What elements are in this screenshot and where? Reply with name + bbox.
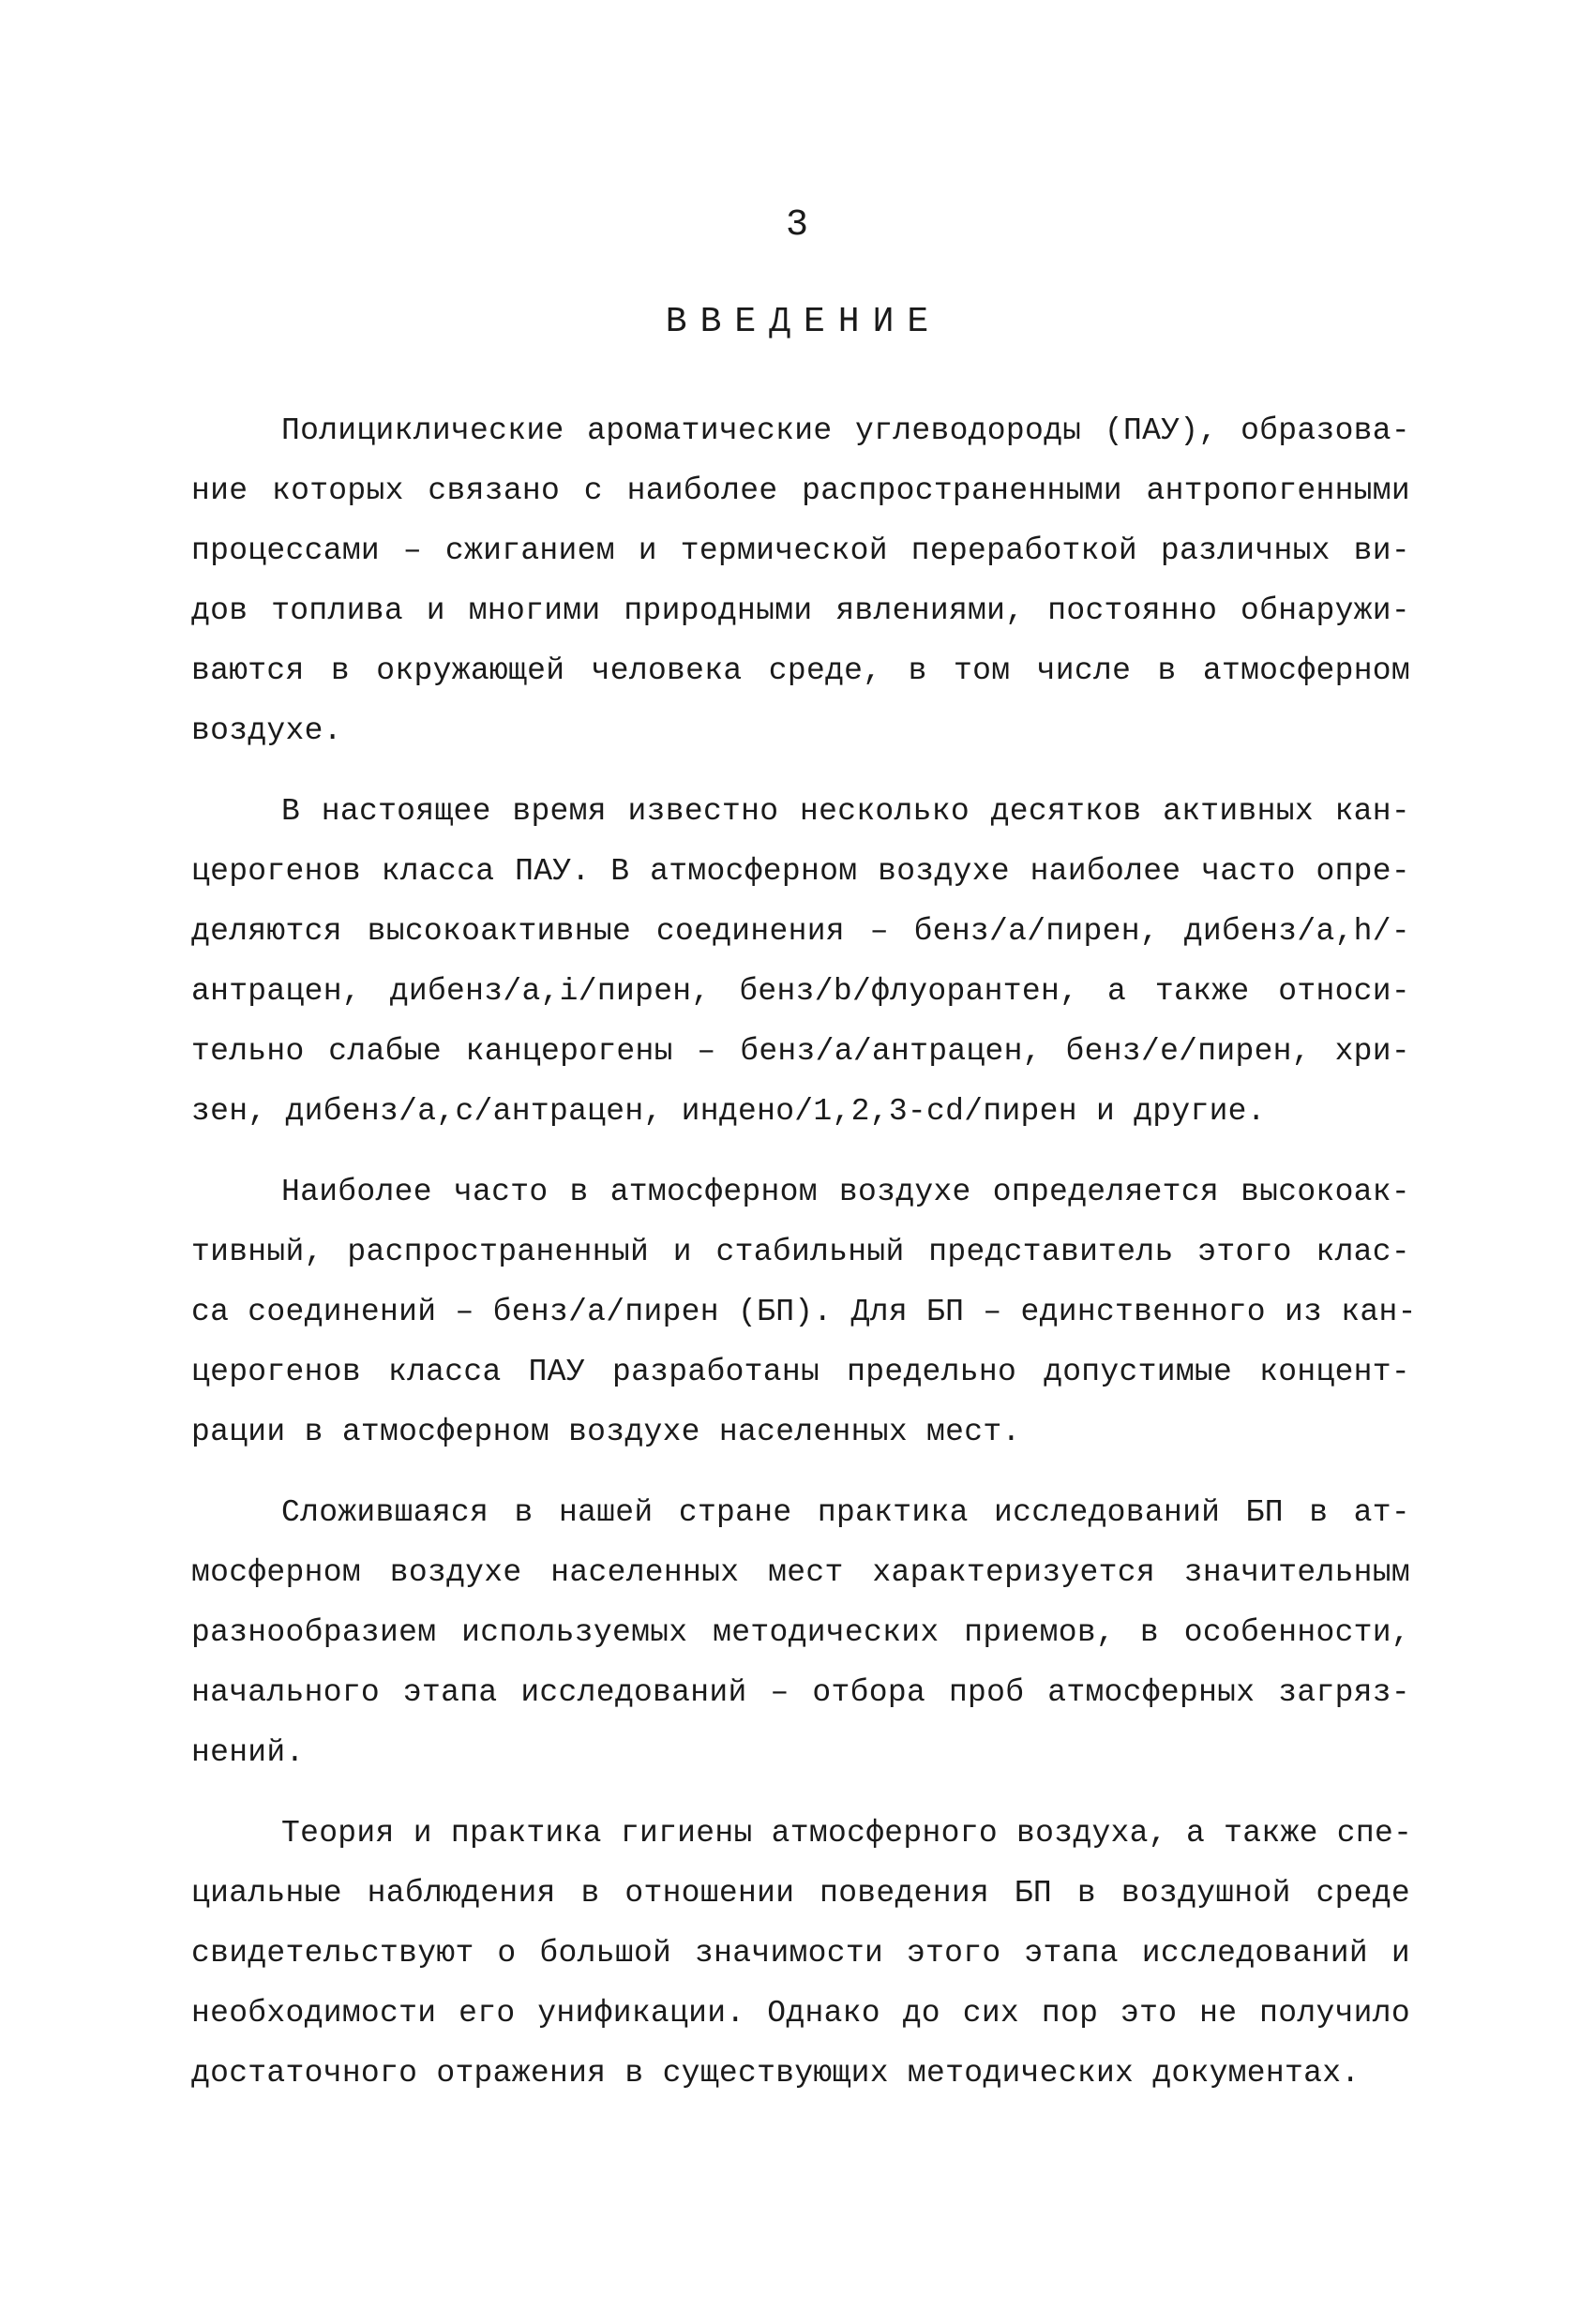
text-line: тельно слабые канцерогены – бенз/а/антрацен, бенз/е/пирен, хри- <box>191 1034 1410 1069</box>
paragraph <box>191 782 1410 1142</box>
text-line: антрацен, дибенз/а,i/пирен, бенз/b/флуорантен, а также относи- <box>191 974 1410 1009</box>
body-text <box>191 401 1417 2104</box>
text-line: разнообразием используемых методических приемов, в особенности, <box>191 1615 1410 1650</box>
text-line: процессами – сжиганием и термической переработкой различных ви- <box>191 533 1410 568</box>
text-line: Наиболее часто в атмосферном воздухе определяется высокоак- <box>281 1175 1410 1209</box>
paragraph <box>191 1483 1410 1783</box>
text-line: Сложившаяся в нашей стране практика исследований БП в ат- <box>281 1495 1410 1530</box>
text-line: циальные наблюдения в отношении поведения БП в воздушной среде <box>191 1876 1410 1911</box>
text-line: церогенов класса ПАУ. В атмосферном воздухе наиболее часто опре- <box>191 854 1410 889</box>
text-line: необходимости его унификации. Однако до сих пор это не получило <box>191 1996 1410 2031</box>
text-line: церогенов класса ПАУ разработаны предельно допустимые концент- <box>191 1355 1410 1389</box>
text-line: деляются высокоактивные соединения – бенз/а/пирен, дибенз/а,h/- <box>191 914 1410 949</box>
text-line: са соединений – бенз/а/пирен (БП). Для БП – единственного из кан- <box>191 1295 1417 1329</box>
paragraph <box>191 1162 1417 1462</box>
text-line: нений. <box>191 1735 305 1770</box>
text-line: мосферном воздухе населенных мест характеризуется значительным <box>191 1555 1410 1590</box>
section-heading: ВВЕДЕНИЕ <box>665 302 942 342</box>
text-line: свидетельствуют о большой значимости этого этапа исследований и <box>191 1936 1410 1971</box>
paragraph <box>191 401 1410 761</box>
text-line: рации в атмосферном воздухе населенных мест. <box>191 1415 1021 1449</box>
text-line: ваются в окружающей человека среде, в том числе в атмосферном <box>191 653 1410 688</box>
text-line: тивный, распространенный и стабильный представитель этого клас- <box>191 1235 1410 1269</box>
text-line: дов топлива и многими природными явлениями, постоянно обнаружи- <box>191 593 1410 628</box>
paragraph <box>191 1804 1413 2104</box>
text-line: достаточного отражения в существующих методических документах. <box>191 2056 1361 2091</box>
text-line: начального этапа исследований – отбора проб атмосферных загряз- <box>191 1675 1410 1710</box>
text-line: воздухе. <box>191 713 342 748</box>
text-line: Полициклические ароматические углеводороды (ПАУ), образова- <box>281 413 1410 448</box>
page-number: 3 <box>785 204 808 247</box>
text-line: Теория и практика гигиены атмосферного воздуха, а также спе- <box>281 1816 1413 1851</box>
text-line: ние которых связано с наиболее распространенными антропогенными <box>191 473 1410 508</box>
text-line: В настоящее время известно несколько десятков активных кан- <box>281 794 1410 829</box>
text-line: зен, дибенз/а,с/антрацен, инденo/1,2,3-cd/пирен и другие. <box>191 1094 1266 1129</box>
